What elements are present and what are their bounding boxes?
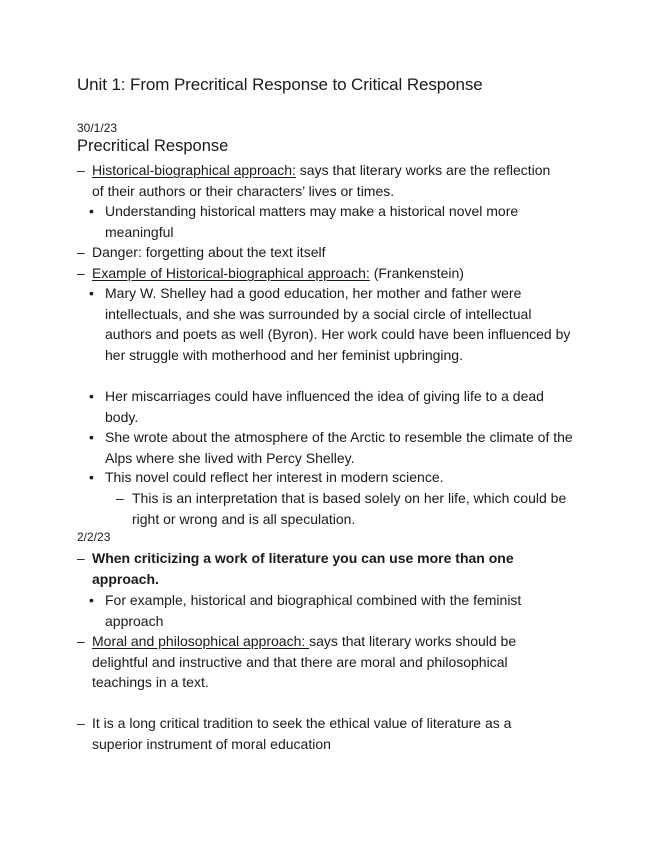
dash-bullet: – [77,633,85,649]
list-item [105,467,575,488]
dot-bullet: • [89,203,94,219]
section-date: 2/2/23 [77,530,111,544]
list-item [92,548,562,589]
list-item [92,713,562,754]
item-text: says that literary works are the reflection of their authors or their characters’ lives or times. [92,162,551,199]
dot-bullet: • [89,388,94,404]
dot-bullet: • [89,469,94,485]
dash-bullet: – [77,715,85,731]
dash-bullet: – [77,550,85,566]
item-text: Her miscarriages could have influenced the idea of giving life to a dead body. [105,388,544,425]
dash-bullet: – [116,490,124,506]
list-item [92,631,562,693]
item-text: Understanding historical matters may make a historical novel more meaningful [105,203,519,240]
dot-bullet: • [89,285,94,301]
section-date: 30/1/23 [77,121,118,135]
dash-bullet: – [77,244,85,260]
dash-bullet: – [77,162,85,178]
section-heading: Precritical Response [77,137,229,155]
item-text: She wrote about the atmosphere of the Arctic to resemble the climate of the Alps where she lived with Percy Shelley. [105,429,573,466]
term-label: Historical-biographical approach: [92,162,296,178]
list-item [92,242,562,263]
dash-bullet: – [77,265,85,281]
term-label: Example of Historical-biographical approach: [92,265,370,281]
dot-bullet: • [89,429,94,445]
item-text: (Frankenstein) [369,265,464,281]
list-item [105,201,575,242]
item-text: says that literary works should be delightful and instructive and that there are moral and philosophical teachings in a text. [92,633,517,691]
item-text: It is a long critical tradition to seek the ethical value of literature as a superior instrument of moral education [92,715,512,752]
item-text: Danger: forgetting about the text itself [92,244,326,260]
item-text: For example, historical and biographical combined with the feminist approach [105,592,522,629]
term-label: Moral and philosophical approach: [92,633,310,649]
item-text: This novel could reflect her interest in modern science. [105,469,444,485]
list-item [105,283,575,365]
item-text: When criticizing a work of literature you can use more than one approach. [92,550,514,587]
list-item [105,386,575,427]
dot-bullet: • [89,592,94,608]
list-item [105,590,575,631]
item-text: This is an interpretation that is based solely on her life, which could be right or wrong and is all speculation. [132,490,567,527]
list-item [92,160,562,201]
list-item [92,263,562,284]
page-title: Unit 1: From Precritical Response to Critical Response [77,75,483,94]
list-item [105,427,575,468]
item-text: Mary W. Shelley had a good education, her mother and father were intellectuals, and she was surrounded by a social circle of intellectual authors and poets as well (Byron). Her work could have been influenced by her struggle with motherhood and her feminist upbringing. [105,285,571,363]
list-item [132,488,572,529]
